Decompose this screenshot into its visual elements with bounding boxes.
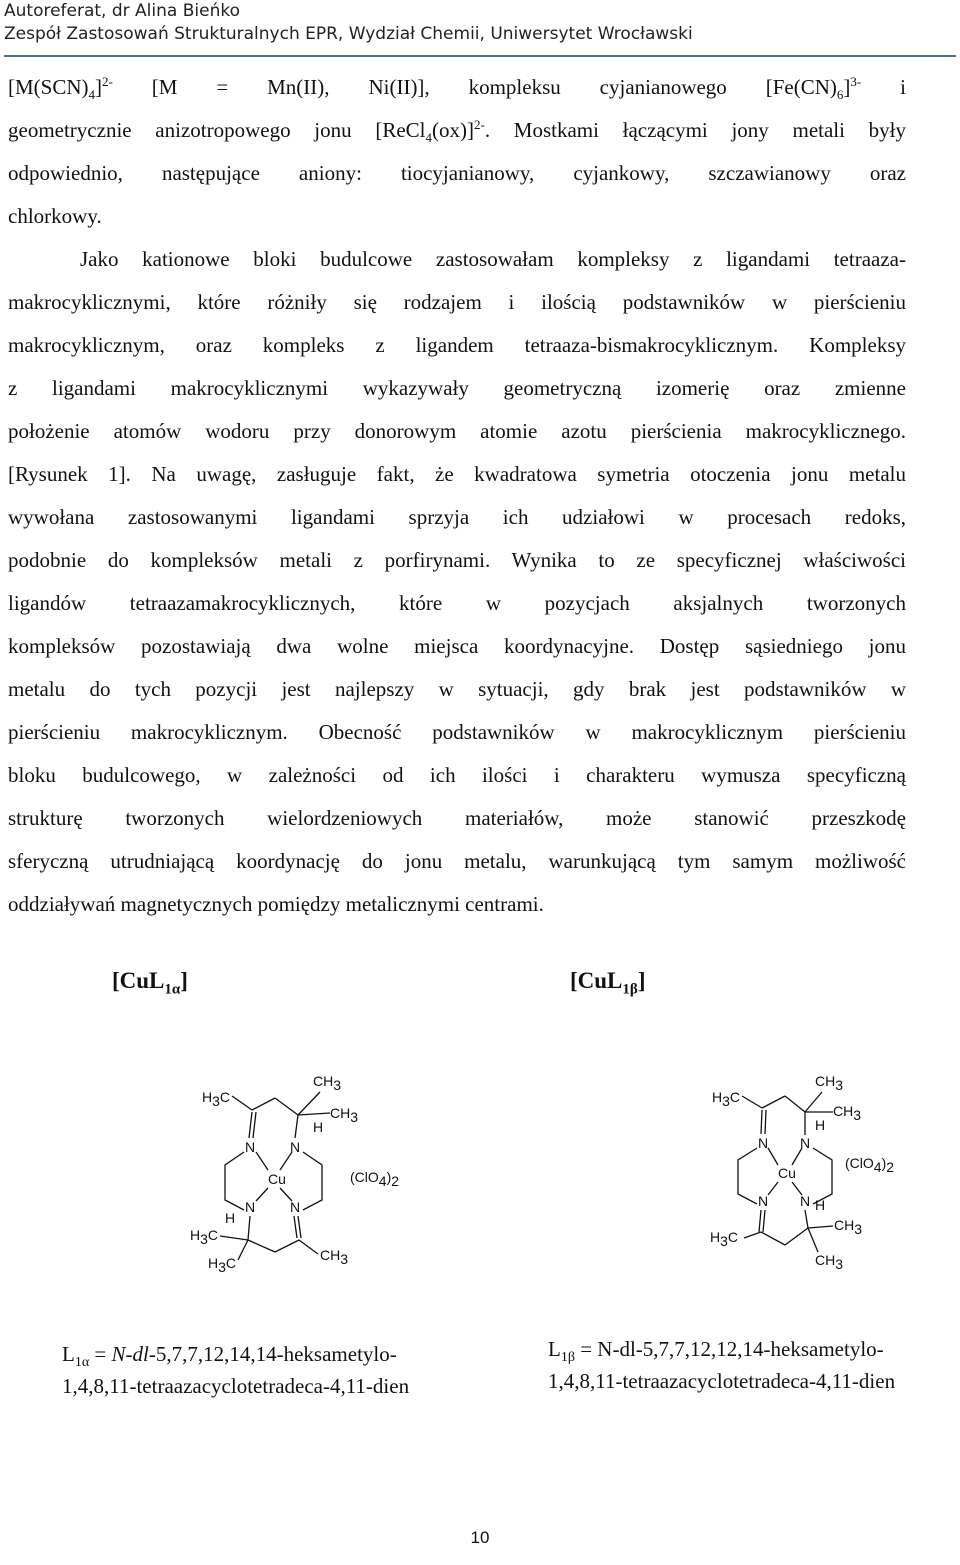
bond	[763, 1210, 765, 1232]
atom-label: CH3	[330, 1105, 359, 1125]
paragraph-2	[8, 238, 906, 926]
paragraph-1-line-3: odpowiednio, następujące aniony: tiocyjanianowy, cyjankowy, szczawianowy oraz	[8, 161, 906, 185]
bond	[813, 1148, 832, 1204]
bond	[299, 1240, 318, 1254]
bond	[298, 1216, 301, 1238]
bond	[248, 1216, 250, 1240]
bond	[248, 1240, 275, 1252]
atom-label: N	[800, 1135, 811, 1151]
bond	[792, 1182, 802, 1195]
paragraph-2-line: makrocyklicznymi, które różniły się rodzajem i ilością podstawników w pierścieniu	[8, 290, 906, 314]
header-author: Autoreferat, dr Alina Bieńko	[4, 1, 240, 21]
bond	[294, 1216, 297, 1238]
atom-label: CH3	[815, 1252, 844, 1272]
atom-label: H	[225, 1210, 236, 1226]
structure-cul1beta	[690, 1060, 950, 1280]
bond	[765, 1110, 766, 1134]
bond	[232, 1096, 252, 1110]
atom-label: N	[800, 1193, 811, 1209]
atom-label: Cu	[778, 1165, 796, 1181]
atom-label: CH3	[320, 1247, 349, 1267]
bond	[220, 1236, 248, 1240]
ligand-definition-alpha	[62, 1338, 409, 1402]
atom-label: H	[313, 1119, 324, 1135]
atom-label: H	[815, 1197, 826, 1213]
page-number: 10	[470, 1528, 490, 1547]
ligand-alpha-line-2: 1,4,8,11-tetraazacyclotetradeca-4,11-dien	[62, 1374, 410, 1398]
counter-ion: (ClO4)2	[350, 1169, 400, 1189]
atom-label: H3C	[208, 1255, 237, 1275]
header-affiliation: Zespół Zastosowań Strukturalnych EPR, Wydział Chemii, Uniwersytet Wrocławski	[4, 24, 693, 44]
bond	[762, 1096, 785, 1108]
bond	[785, 1228, 808, 1245]
running-header	[4, 0, 956, 46]
atom-label: N	[290, 1199, 301, 1215]
paragraph-2-line: kompleksów pozostawiają dwa wolne miejsca koordynacyjne. Dostęp sąsiedniego jonu	[8, 634, 906, 658]
paragraph-1-line-1: $[M(SCN)_4]^{2-}$ [M = Mn(II), Ni(II)], kompleksu cyjanianowego $[Fe(CN)_6]^{3-}$ i	[8, 74, 906, 103]
bond	[225, 1152, 244, 1210]
ligand-beta-line-2: 1,4,8,11-tetraazacyclotetradeca-4,11-dien	[548, 1369, 896, 1393]
bond	[768, 1148, 778, 1165]
atom-label: N	[758, 1135, 769, 1151]
bond	[252, 1098, 275, 1110]
paragraph-2-line: położenie atomów wodoru przy donorowym atomie azotu pierścienia makrocyklicznego.	[8, 419, 906, 443]
paragraph-2-line: wywołana zastosowanymi ligandami sprzyja ich udziałowi w procesach redoks,	[8, 505, 906, 529]
figure-caption-right: [CuL$_{1\beta}$]	[570, 968, 646, 998]
atom-label: N	[290, 1139, 301, 1155]
paragraph-2-line: z ligandami makrocyklicznymi wykazywały geometryczną izomerię oraz zmienne	[8, 376, 906, 400]
paragraph-1-line-2: geometrycznie anizotropowego jonu [ReCl$_4$(ox)]$^{2-}$. Mostkami łączącymi jony metali były	[8, 117, 906, 146]
paragraph-2-line: [Rysunek 1]. Na uwagę, zasługuje fakt, że kwadratowa symetria otoczenia jonu metalu	[8, 462, 906, 486]
bond	[738, 1148, 757, 1204]
paragraph-2-line: Jako kationowe bloki budulcowe zastosowałam kompleksy z ligandami tetraaza-	[80, 247, 906, 271]
paragraph-2-line: pierścieniu makrocyklicznym. Obecność podstawników w makrocyklicznym pierścieniu	[8, 720, 906, 744]
atom-label: N	[758, 1193, 769, 1209]
bond	[742, 1096, 762, 1108]
atom-label: H	[815, 1117, 826, 1133]
header-rule	[4, 55, 956, 57]
paragraph-2-line: ligandów tetraazamakrocyklicznych, które w pozycjach aksjalnych tworzonych	[8, 591, 906, 615]
bond	[238, 1240, 248, 1260]
bond	[280, 1188, 292, 1201]
bond	[805, 1092, 822, 1112]
paragraph-2-line: oddziaływań magnetycznych pomiędzy metalicznymi centrami.	[8, 892, 544, 916]
paragraph-2-line: metalu do tych pozycji jest najlepszy w sytuacji, gdy brak jest podstawników w	[8, 677, 906, 701]
paragraph-1-line-4: chlorkowy.	[8, 204, 102, 228]
bond	[761, 1232, 785, 1245]
atom-label: H3C	[190, 1227, 219, 1247]
atom-label: CH3	[834, 1217, 863, 1237]
bond	[808, 1226, 833, 1228]
atom-label: H3C	[710, 1229, 739, 1249]
bond	[759, 1210, 761, 1232]
ligand-alpha-line-1: $L_{1\alpha}$ = N-dl-5,7,7,12,14,14-heksametylo-	[62, 1342, 397, 1371]
bond	[792, 1148, 802, 1165]
atom-label: N	[245, 1139, 256, 1155]
paragraph-2-line: makrocyklicznym, oraz kompleks z ligandem tetraaza-bismakrocyklicznym. Kompleksy	[8, 333, 906, 357]
bond	[280, 1152, 292, 1170]
bond	[768, 1182, 778, 1195]
counter-ion: (ClO4)2	[845, 1155, 895, 1175]
bond	[256, 1152, 268, 1170]
bond	[744, 1232, 761, 1238]
bond	[275, 1098, 298, 1115]
bond	[275, 1240, 299, 1252]
paragraph-2-line: sferyczną utrudniającą koordynację do jonu metalu, warunkującą tym samym możliwość	[8, 849, 906, 873]
bond	[298, 1113, 330, 1115]
bond	[295, 1115, 298, 1138]
bond	[298, 1092, 320, 1115]
atom-label: CH3	[815, 1073, 844, 1093]
bond	[761, 1110, 762, 1134]
atom-label: H3C	[202, 1089, 231, 1109]
bond	[253, 1112, 256, 1138]
atom-label: N	[245, 1199, 256, 1215]
bond	[805, 1210, 808, 1228]
ligand-beta-line-1: $L_{1\beta}$ = N-dl-5,7,7,12,12,14-heksametylo-	[548, 1337, 884, 1366]
bond	[785, 1096, 805, 1112]
atom-label: CH3	[313, 1073, 342, 1093]
ligand-definition-beta	[548, 1333, 895, 1397]
figure-caption-left: [CuL$_{1\alpha}$]	[112, 968, 188, 998]
bond	[808, 1228, 818, 1252]
paragraph-2-line: podobnie do kompleksów metali z porfirynami. Wynika to ze specyficznej właściwości	[8, 548, 906, 572]
bond	[249, 1112, 252, 1138]
atom-label: H3C	[712, 1089, 741, 1109]
bond	[256, 1188, 268, 1201]
atom-label: CH3	[833, 1103, 862, 1123]
atom-label: Cu	[268, 1171, 286, 1187]
structure-cul1alpha	[180, 1060, 440, 1280]
bond	[303, 1152, 322, 1210]
paragraph-2-line: bloku budulcowego, w zależności od ich ilości i charakteru wymusza specyficzną	[8, 763, 906, 787]
paragraph-2-line: strukturę tworzonych wielordzeniowych materiałów, może stanowić przeszkodę	[8, 806, 906, 830]
paragraph-1	[8, 66, 906, 238]
